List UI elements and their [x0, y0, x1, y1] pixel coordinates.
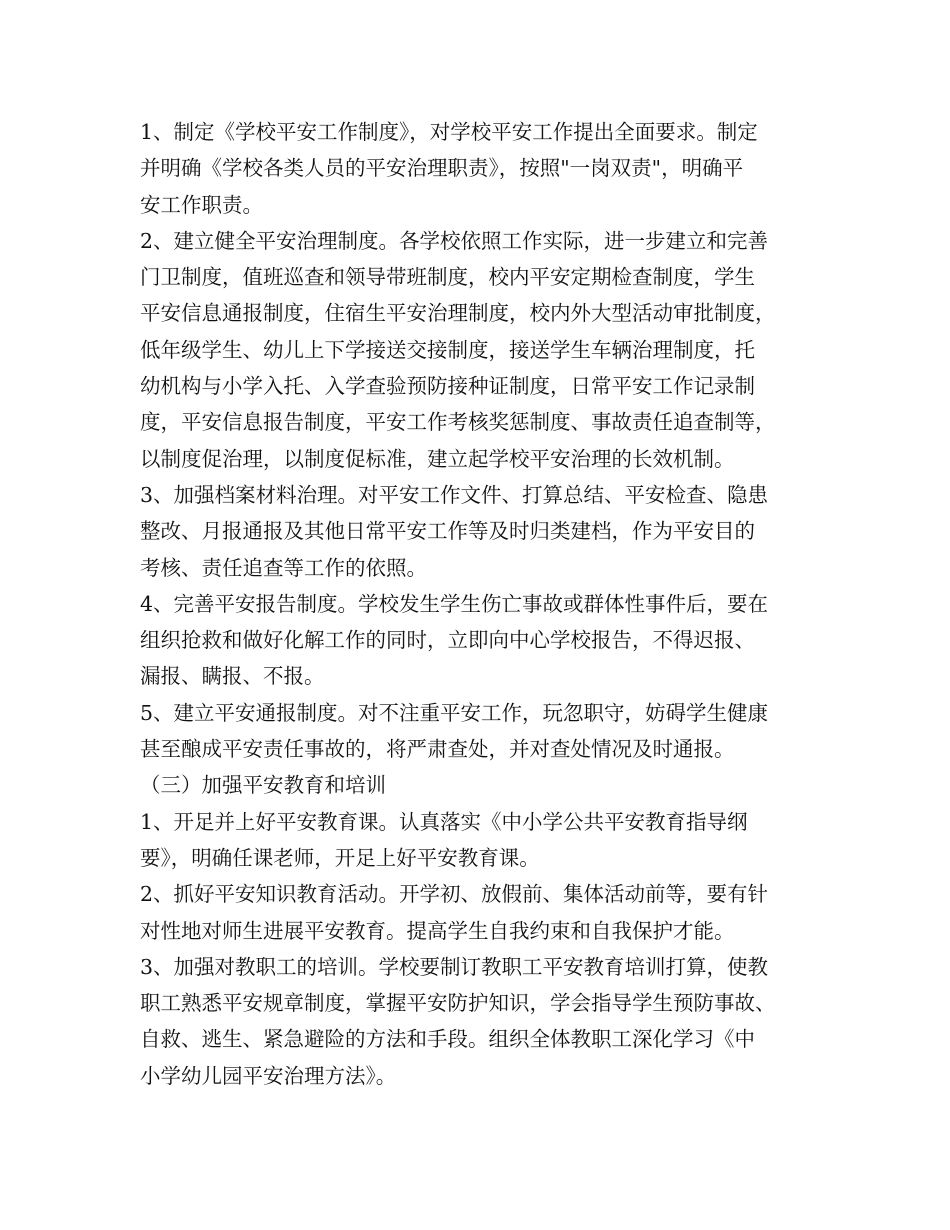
text-line: 幼机构与小学入托、入学查验预防接种证制度，日常平安工作记录制 — [140, 374, 755, 399]
text-line: 2、建立健全平安治理制度。各学校依照工作实际，进一步建立和完善 — [140, 228, 769, 253]
section-heading: （三）加强平安教育和培训 — [140, 773, 386, 798]
text-line: 职工熟悉平安规章制度，掌握平安防护知识，学会指导学生预防事故、 — [140, 991, 776, 1016]
text-line: 漏报、瞒报、不报。 — [140, 664, 325, 689]
text-line: 安工作职责。 — [140, 192, 263, 217]
text-line: 并明确《学校各类人员的平安治理职责》，按照"一岗双责"，明确平 — [140, 156, 744, 181]
document-body — [140, 114, 830, 1094]
text-line: 1、开足并上好平安教育课。认真落实《中小学公共平安教育指导纲 — [140, 809, 748, 834]
text-line: 2、抓好平安知识教育活动。开学初、放假前、集体活动前等，要有针 — [140, 882, 769, 907]
text-line: 度，平安信息报告制度，平安工作考核奖惩制度、事故责任追查制等， — [140, 410, 776, 435]
text-line: 3、加强档案材料治理。对平安工作文件、打算总结、平安检查、隐患 — [140, 482, 769, 507]
text-line: 对性地对师生进展平安教育。提高学生自我约束和自我保护才能。 — [140, 918, 735, 943]
text-line: 组织抢救和做好化解工作的同时，立即向中心学校报告，不得迟报、 — [140, 628, 755, 653]
text-line: 小学幼儿园平安治理方法》。 — [140, 1063, 397, 1088]
text-line: 要》，明确任课老师，开足上好平安教育课。 — [140, 845, 540, 870]
text-line: 低年级学生、幼儿上下学接送交接制度，接送学生车辆治理制度，托 — [140, 337, 755, 362]
text-line: 1、制定《学校平安工作制度》，对学校平安工作提出全面要求。制定 — [140, 120, 758, 144]
text-line: 以制度促治理，以制度促标准，建立起学校平安治理的长效机制。 — [140, 446, 735, 471]
text-line: 门卫制度，值班巡查和领导带班制度，校内平安定期检查制度，学生 — [140, 265, 755, 290]
text-line: 自救、逃生、紧急避险的方法和手段。组织全体教职工深化学习《中 — [140, 1027, 755, 1052]
text-line: 3、加强对教职工的培训。学校要制订教职工平安教育培训打算，使教 — [140, 954, 769, 979]
text-line: 考核、责任追查等工作的依照。 — [140, 555, 427, 580]
text-line: 5、建立平安通报制度。对不注重平安工作，玩忽职守，妨碍学生健康 — [140, 700, 769, 725]
text-line: 整改、月报通报及其他日常平安工作等及时归类建档，作为平安目的 — [140, 519, 755, 544]
text-line: 4、完善平安报告制度。学校发生学生伤亡事故或群体性事件后，要在 — [140, 591, 769, 616]
text-line: 平安信息通报制度，住宿生平安治理制度，校内外大型活动审批制度， — [140, 301, 776, 326]
text-line: 甚至酿成平安责任事故的，将严肃查处，并对查处情况及时通报。 — [140, 737, 735, 762]
